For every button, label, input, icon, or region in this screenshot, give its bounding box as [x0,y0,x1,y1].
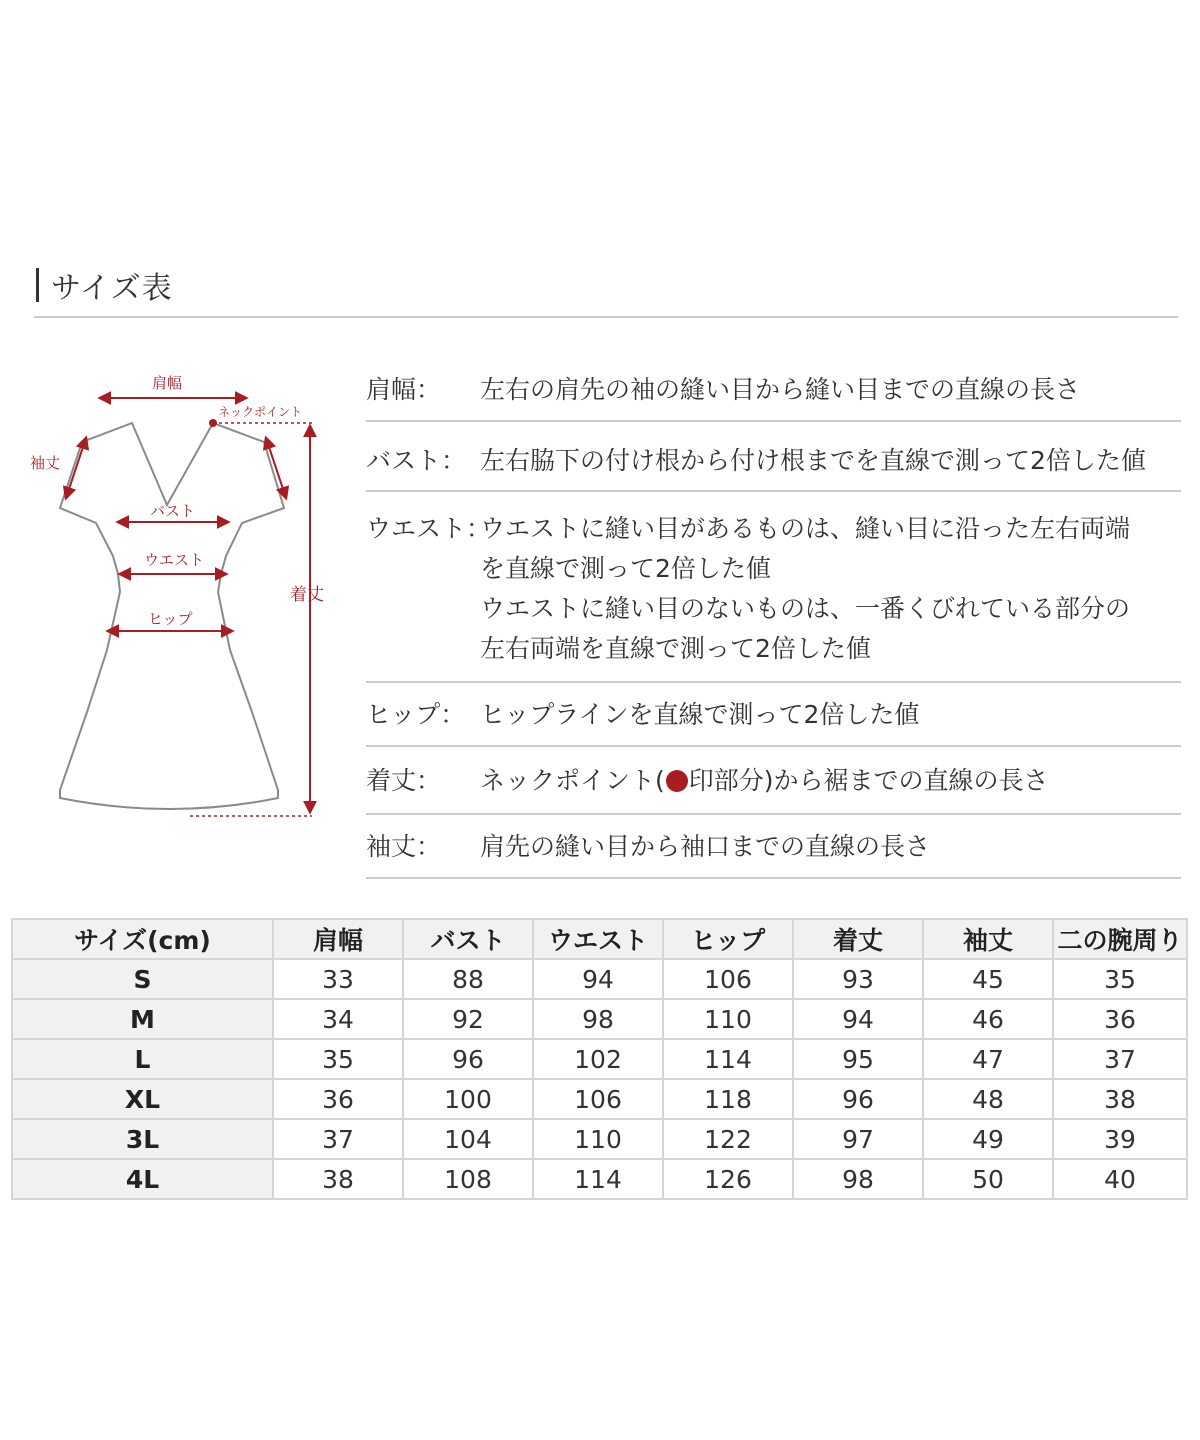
neck-point-label: ネックポイント [218,405,303,419]
size-cell: 3L [12,1119,273,1159]
size-cell: L [12,1039,273,1079]
table-cell: 126 [663,1159,793,1199]
page-title: サイズ表 [51,271,173,306]
bust-label: バスト [150,502,196,520]
table-cell: 92 [403,999,533,1039]
definition-term: 肩幅： [366,375,442,404]
column-header: サイズ(cm) [12,919,273,959]
table-cell: 45 [923,959,1053,999]
column-header: ヒップ [663,919,793,959]
column-header: バスト [403,919,533,959]
table-cell: 96 [793,1079,923,1119]
table-header-row [12,919,1187,959]
definition-bust [366,422,1181,492]
definition-shoulder [366,360,1181,422]
table-cell: 104 [403,1119,533,1159]
table-cell: 106 [533,1079,663,1119]
definition-term: 袖丈： [366,832,442,861]
table-cell: 110 [533,1119,663,1159]
definition-text [480,370,1181,410]
table-cell: 106 [663,959,793,999]
table-cell: 97 [793,1119,923,1159]
title-accent-bar [36,268,39,302]
title-divider [34,316,1178,318]
table-cell: 98 [533,999,663,1039]
definition-term: ウエスト： [366,514,492,543]
table-cell: 39 [1053,1119,1187,1159]
column-header: ウエスト [533,919,663,959]
definition-text-post: 印部分)から裾までの直線の長さ [688,766,1049,795]
table-row [12,1159,1187,1199]
length-label: 着丈 [290,585,324,605]
definition-term: バスト： [366,446,467,475]
table-cell: 38 [1053,1079,1187,1119]
definition-line: 左右脇下の付け根から付け根までを直線で測って2倍した値 [480,446,1146,475]
table-row [12,999,1187,1039]
definition-line: ウエストに縫い目のないものは、一番くびれている部分の [480,594,1131,623]
table-cell: 100 [403,1079,533,1119]
column-header: 袖丈 [923,919,1053,959]
size-table [11,918,1188,1200]
definition-text [480,441,1181,481]
section-header [36,265,173,305]
size-cell: S [12,959,273,999]
table-cell: 114 [663,1039,793,1079]
size-cell: 4L [12,1159,273,1199]
table-cell: 102 [533,1039,663,1079]
waist-label: ウエスト [144,551,205,569]
definition-line: ヒップラインを直線で測って2倍した値 [480,700,920,729]
definition-length [366,747,1181,815]
table-cell: 108 [403,1159,533,1199]
neck-point-dot [209,419,217,427]
definition-hip [366,683,1181,747]
table-cell: 37 [1053,1039,1187,1079]
definition-waist [366,492,1181,683]
definition-line: ウエストに縫い目があるものは、縫い目に沿った左右両端 [480,514,1131,543]
table-cell: 35 [1053,959,1187,999]
column-header: 二の腕周り [1053,919,1187,959]
definition-term: 着丈： [366,766,442,795]
table-cell: 34 [273,999,403,1039]
table-cell: 94 [533,959,663,999]
table-cell: 88 [403,959,533,999]
table-row [12,1119,1187,1159]
table-cell: 122 [663,1119,793,1159]
definition-text [480,695,1181,735]
table-cell: 33 [273,959,403,999]
table-cell: 50 [923,1159,1053,1199]
definition-text [480,509,1181,669]
definition-line: を直線で測って2倍した値 [480,554,771,583]
definition-line: 左右両端を直線で測って2倍した値 [480,634,871,663]
table-cell: 40 [1053,1159,1187,1199]
table-cell: 93 [793,959,923,999]
table-cell: 37 [273,1119,403,1159]
definition-text-pre: ネックポイント( [480,766,665,795]
table-cell: 96 [403,1039,533,1079]
definition-text [480,761,1181,801]
table-cell: 46 [923,999,1053,1039]
table-cell: 36 [1053,999,1187,1039]
table-cell: 95 [793,1039,923,1079]
table-cell: 94 [793,999,923,1039]
table-row [12,1039,1187,1079]
size-cell: M [12,999,273,1039]
shoulder-label: 肩幅 [152,374,183,392]
table-cell: 48 [923,1079,1053,1119]
table-cell: 47 [923,1039,1053,1079]
definition-term: ヒップ： [366,700,466,729]
measurement-definitions [366,360,1181,879]
table-row [12,1079,1187,1119]
column-header: 肩幅 [273,919,403,959]
column-header: 着丈 [793,919,923,959]
table-cell: 35 [273,1039,403,1079]
table-cell: 98 [793,1159,923,1199]
dress-diagram [20,360,350,830]
table-cell: 38 [273,1159,403,1199]
table-cell: 118 [663,1079,793,1119]
dress-diagram-svg [20,360,350,830]
sleeve-label: 袖丈 [30,454,61,472]
definition-line: 左右の肩先の袖の縫い目から縫い目までの直線の長さ [480,375,1081,404]
size-cell: XL [12,1079,273,1119]
hip-label: ヒップ [148,610,193,628]
definition-text [480,827,1181,867]
table-cell: 49 [923,1119,1053,1159]
neck-point-marker-icon [666,770,688,792]
table-cell: 36 [273,1079,403,1119]
table-cell: 114 [533,1159,663,1199]
definition-line: 肩先の縫い目から袖口までの直線の長さ [480,832,931,861]
definition-sleeve [366,815,1181,879]
table-cell: 110 [663,999,793,1039]
table-row [12,959,1187,999]
